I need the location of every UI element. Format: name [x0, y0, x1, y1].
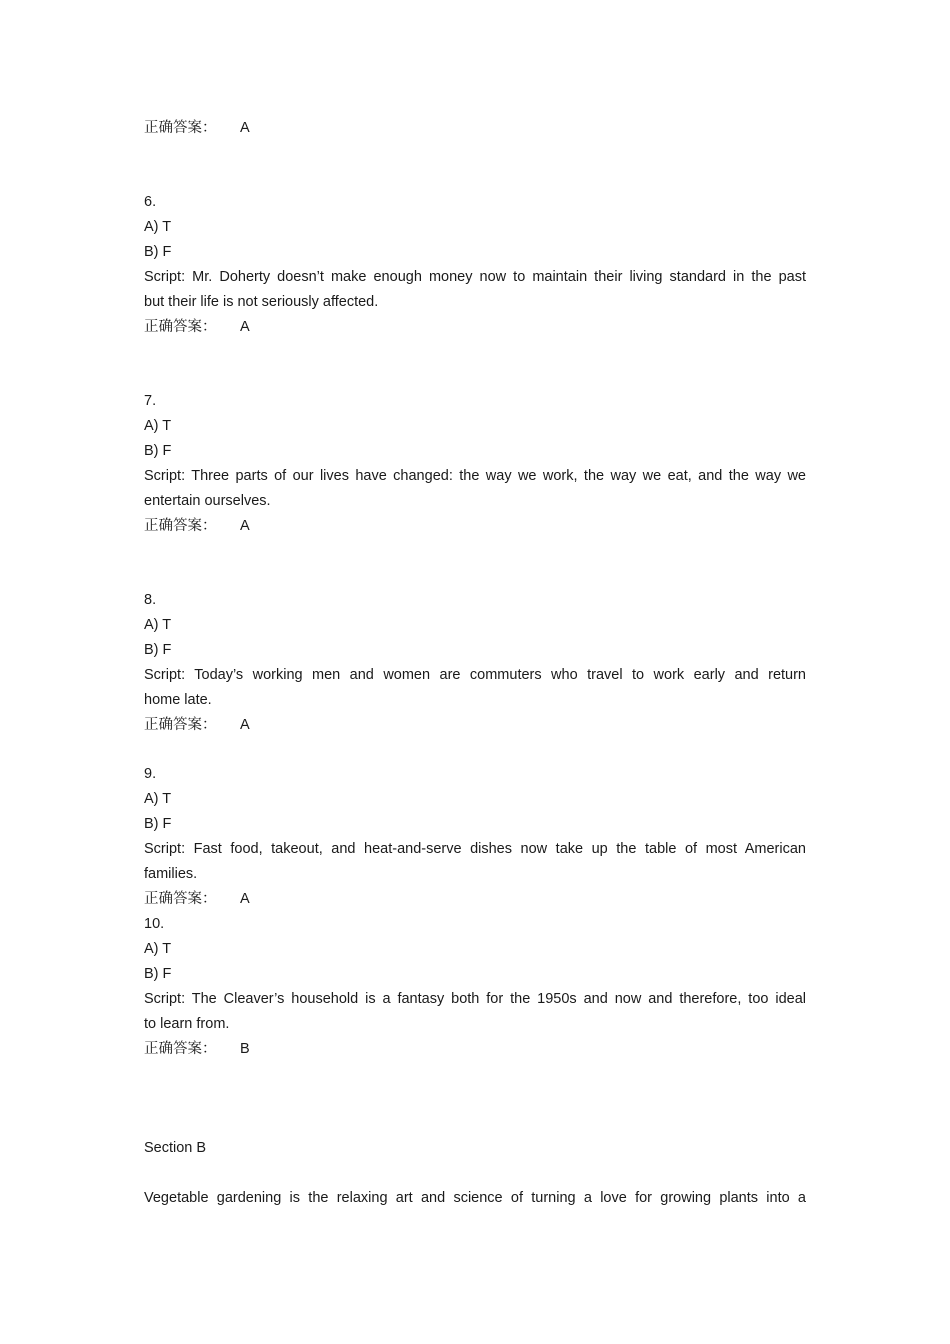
option-a: A) T — [144, 617, 172, 633]
answer-value: A — [240, 891, 250, 907]
option-a: A) T — [144, 219, 172, 235]
option-b: B) F — [144, 443, 172, 459]
section-heading: Section B — [144, 1140, 207, 1156]
answer-label: 正确答案： — [144, 717, 217, 733]
option-b: B) F — [144, 966, 172, 982]
script-text: Script: Today’s working men and women are commuters who travel to work early and return — [144, 667, 806, 683]
answer-value: A — [240, 319, 250, 335]
option-b: B) F — [144, 642, 172, 658]
answer-label: 正确答案： — [144, 120, 217, 136]
option-a: A) T — [144, 791, 172, 807]
answer-label: 正确答案： — [144, 319, 217, 335]
answer-line-q8 — [144, 713, 806, 738]
answer-label: 正确答案： — [144, 518, 217, 534]
answer-line-q6 — [144, 315, 806, 340]
question-number: 10. — [144, 916, 165, 932]
script-text-continued: but their life is not seriously affected. — [144, 294, 379, 310]
question-number: 6. — [144, 194, 157, 210]
answer-label: 正确答案： — [144, 1041, 217, 1057]
script-text-continued: families. — [144, 866, 198, 882]
answer-value: A — [240, 518, 250, 534]
option-a: A) T — [144, 418, 172, 434]
answer-value: A — [240, 717, 250, 733]
script-text-continued: home late. — [144, 692, 212, 708]
answer-line-q5 — [144, 116, 806, 141]
script-text: Script: The Cleaver’s household is a fantasy both for the 1950s and now and therefore, too ideal — [144, 991, 806, 1007]
answer-line-q9 — [144, 887, 806, 912]
question-number: 9. — [144, 766, 157, 782]
answer-value: B — [240, 1041, 250, 1057]
script-text-continued: to learn from. — [144, 1016, 230, 1032]
answer-label: 正确答案： — [144, 891, 217, 907]
option-b: B) F — [144, 816, 172, 832]
script-text: Script: Three parts of our lives have changed: the way we work, the way we eat, and the way we — [144, 468, 806, 484]
script-text-continued: entertain ourselves. — [144, 493, 271, 509]
script-text: Script: Mr. Doherty doesn’t make enough money now to maintain their living standard in the past — [144, 269, 806, 285]
script-text: Script: Fast food, takeout, and heat-and-serve dishes now take up the table of most American — [144, 841, 806, 857]
question-number: 7. — [144, 393, 157, 409]
question-number: 8. — [144, 592, 157, 608]
section-paragraph: Vegetable gardening is the relaxing art and science of turning a love for growing plants into a — [144, 1190, 806, 1206]
answer-line-q10 — [144, 1037, 806, 1062]
option-a: A) T — [144, 941, 172, 957]
option-b: B) F — [144, 244, 172, 260]
answer-line-q7 — [144, 514, 806, 539]
answer-value: A — [240, 120, 250, 136]
